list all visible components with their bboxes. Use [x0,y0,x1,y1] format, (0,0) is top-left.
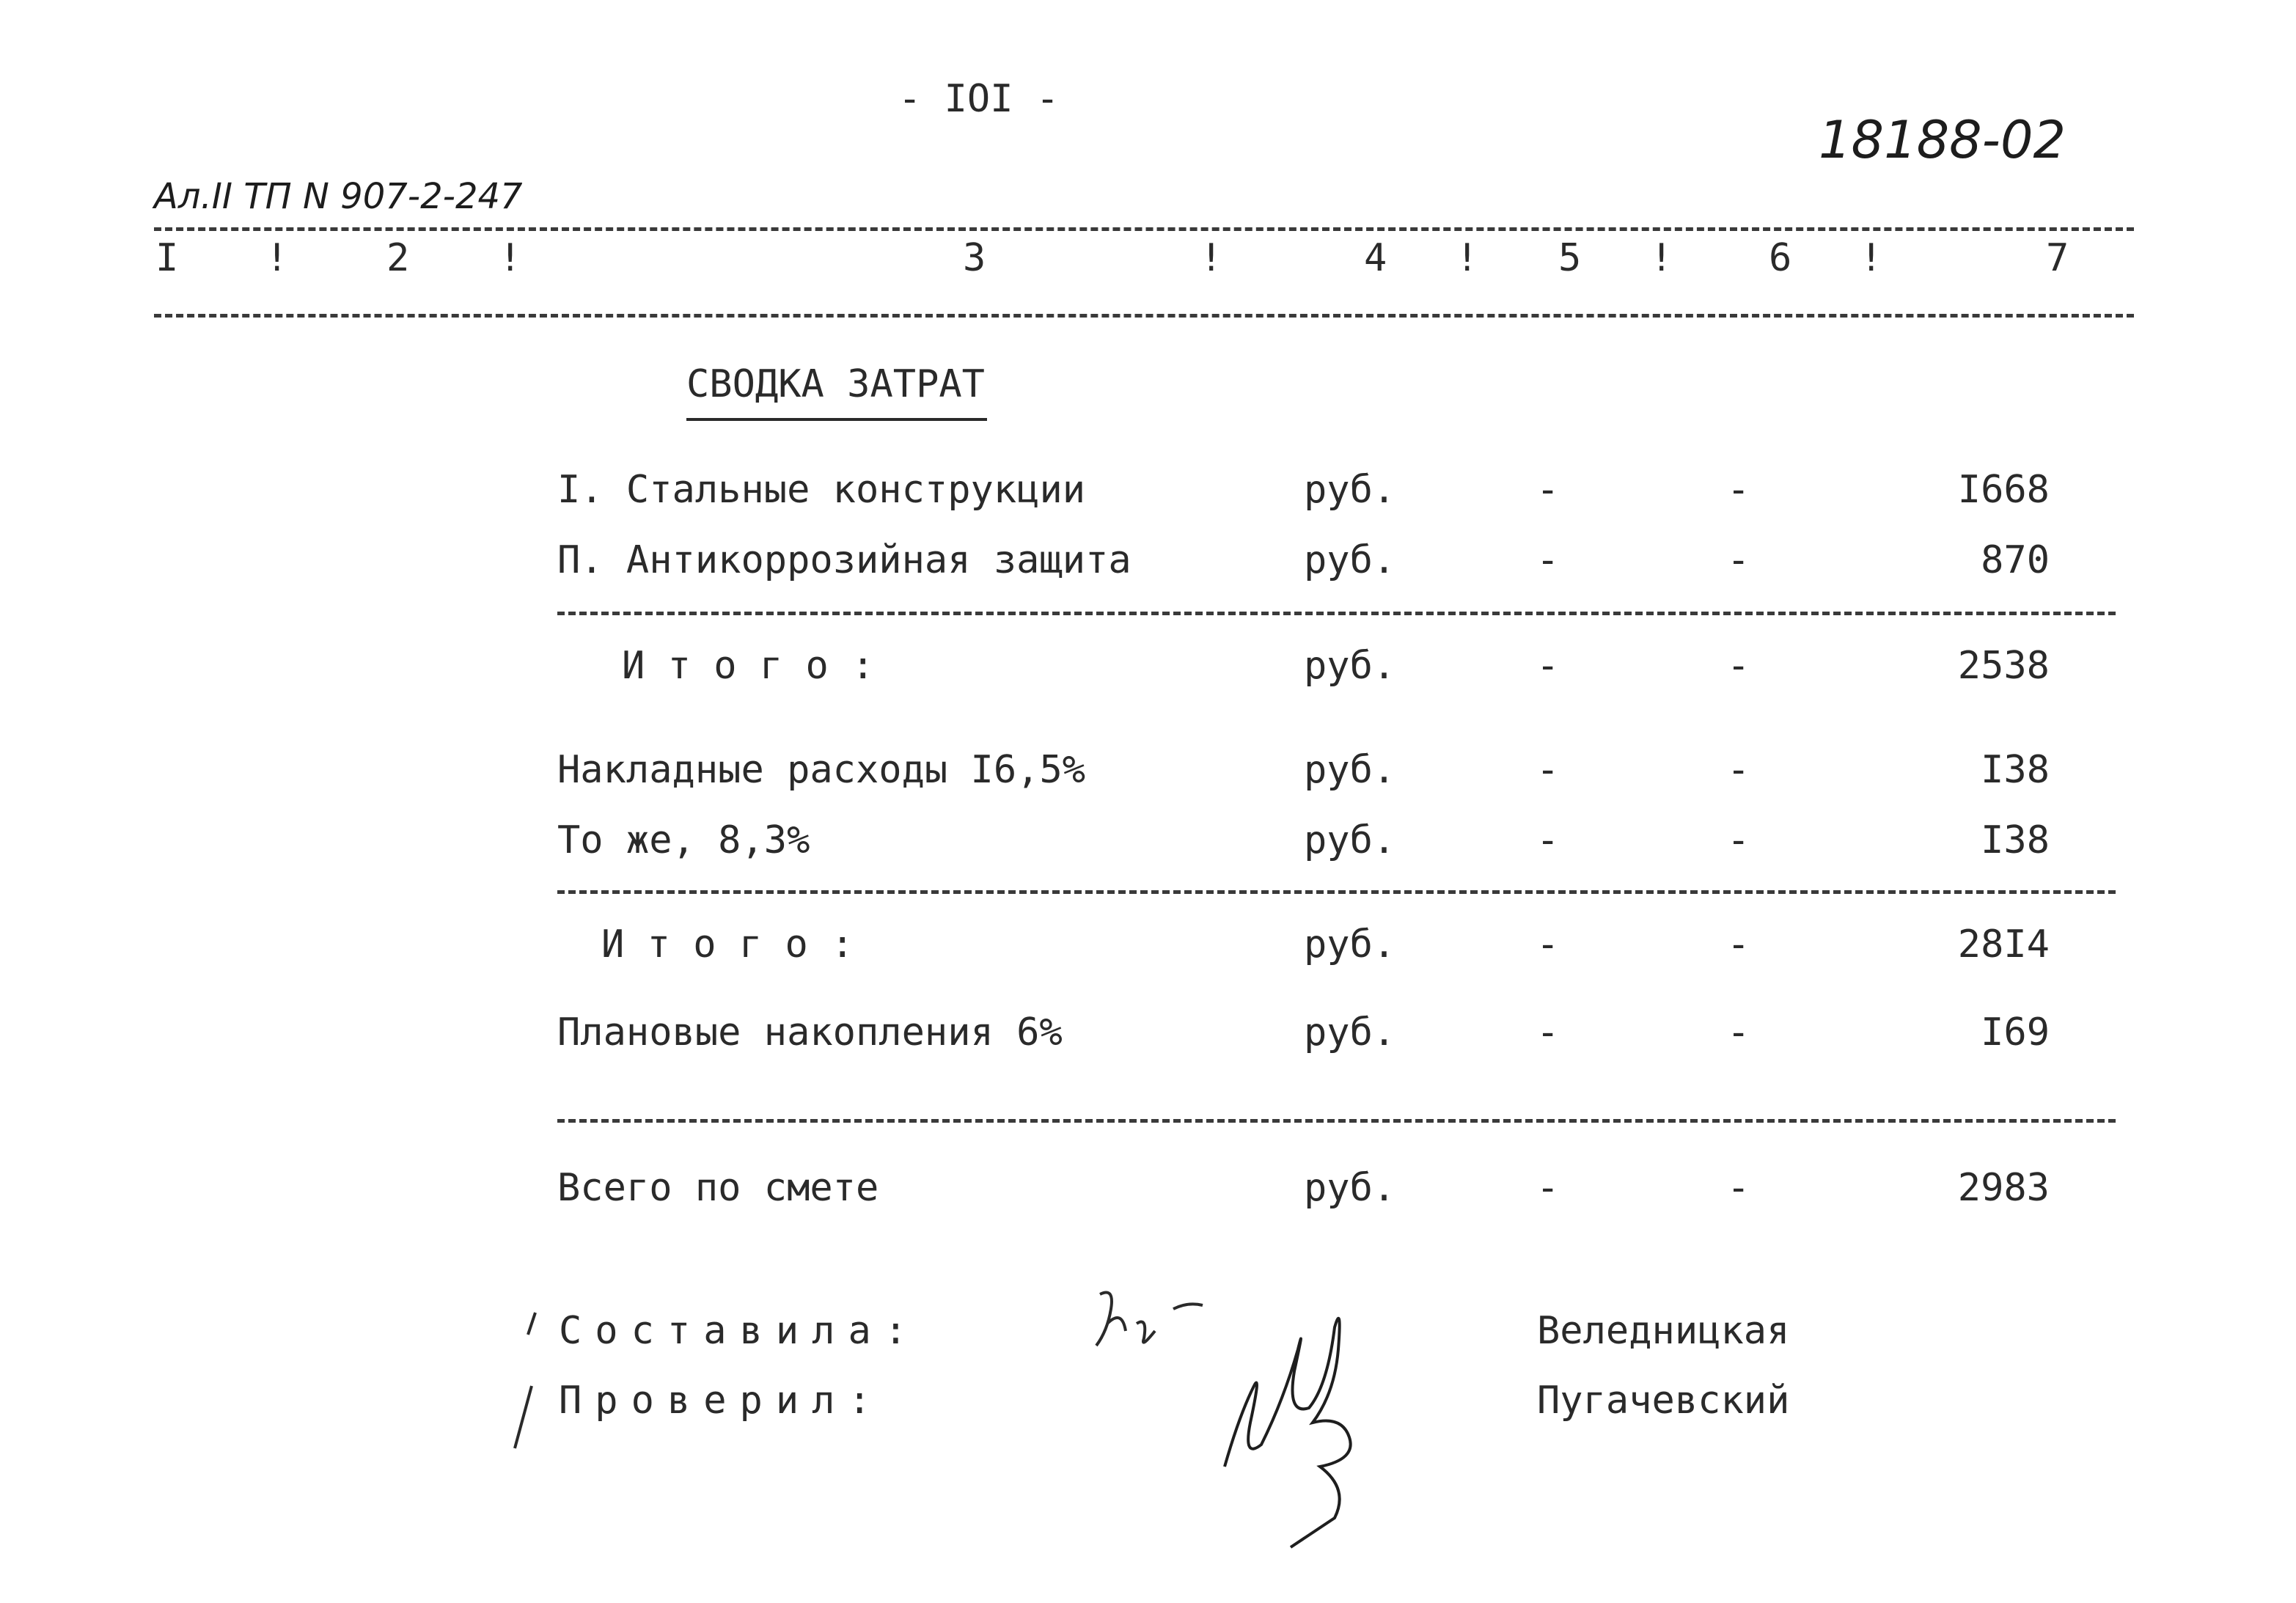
compiled-by-label: Составила: [559,1309,921,1353]
col-separator: ! [1860,236,1883,280]
row-col5: - [1536,748,1560,792]
header-top-rule [154,227,2134,231]
document-code: 18188-02 [1819,110,2066,170]
row-col5: - [1536,1166,1560,1210]
row-label: П. Антикоррозийная защита [557,538,1132,582]
checker-signature [1210,1305,1401,1555]
margin-slash-marks [506,1291,587,1459]
row-col6: - [1727,748,1750,792]
row-value: I38 [1981,818,2050,862]
row-label: Плановые накопления 6% [557,1010,1063,1054]
row-col6: - [1727,922,1750,966]
row-unit: руб. [1304,1010,1396,1054]
row-value: 2538 [1957,644,2050,688]
col-separator: ! [499,236,522,280]
row-col5: - [1536,1010,1560,1054]
row-col6: - [1727,468,1750,512]
header-bottom-rule [154,314,2134,318]
subtotal-rule [557,612,2116,615]
total-rule [557,1119,2116,1123]
row-value: 870 [1981,538,2050,582]
row-label: И т о г о : [622,644,875,688]
row-unit: руб. [1304,818,1396,862]
col-header: 6 [1769,236,1792,280]
row-col6: - [1727,1010,1750,1054]
row-col6: - [1727,818,1750,862]
row-unit: руб. [1304,644,1396,688]
row-col5: - [1536,644,1560,688]
title-underline [686,418,987,421]
row-value: I38 [1981,748,2050,792]
row-value: 2983 [1957,1166,2050,1210]
col-header: 5 [1558,236,1582,280]
row-col5: - [1536,468,1560,512]
row-label: То же, 8,3% [557,818,810,862]
col-separator: ! [1456,236,1479,280]
row-unit: руб. [1304,468,1396,512]
compiled-by-name: Веледницкая [1537,1309,1790,1353]
row-label: Накладные расходы I6,5% [557,748,1086,792]
row-label: Всего по смете [557,1166,879,1210]
col-separator: ! [265,236,289,280]
row-unit: руб. [1304,748,1396,792]
page-number: - IOI - [898,77,1060,121]
col-header: I [155,236,179,280]
row-col5: - [1536,818,1560,862]
row-value: I668 [1957,468,2050,512]
section-title: СВОДКА ЗАТРАТ [686,362,985,406]
row-col6: - [1727,644,1750,688]
row-label: И т о г о : [601,922,854,966]
row-col5: - [1536,538,1560,582]
row-col6: - [1727,538,1750,582]
checked-by-name: Пугачевский [1537,1379,1790,1423]
row-unit: руб. [1304,538,1396,582]
row-label: I. Стальные конструкции [557,468,1086,512]
checked-by-label: Проверил: [559,1379,884,1423]
row-col5: - [1536,922,1560,966]
col-header: 3 [963,236,986,280]
subtotal-rule [557,890,2116,894]
col-header: 2 [386,236,410,280]
col-header: 4 [1364,236,1387,280]
col-header: 7 [2046,236,2069,280]
row-value: 28I4 [1957,922,2050,966]
row-unit: руб. [1304,1166,1396,1210]
col-separator: ! [1650,236,1673,280]
col-separator: ! [1200,236,1223,280]
row-value: I69 [1981,1010,2050,1054]
row-col6: - [1727,1166,1750,1210]
row-unit: руб. [1304,922,1396,966]
album-reference: Ал.II ТП N 907-2-247 [154,176,523,217]
